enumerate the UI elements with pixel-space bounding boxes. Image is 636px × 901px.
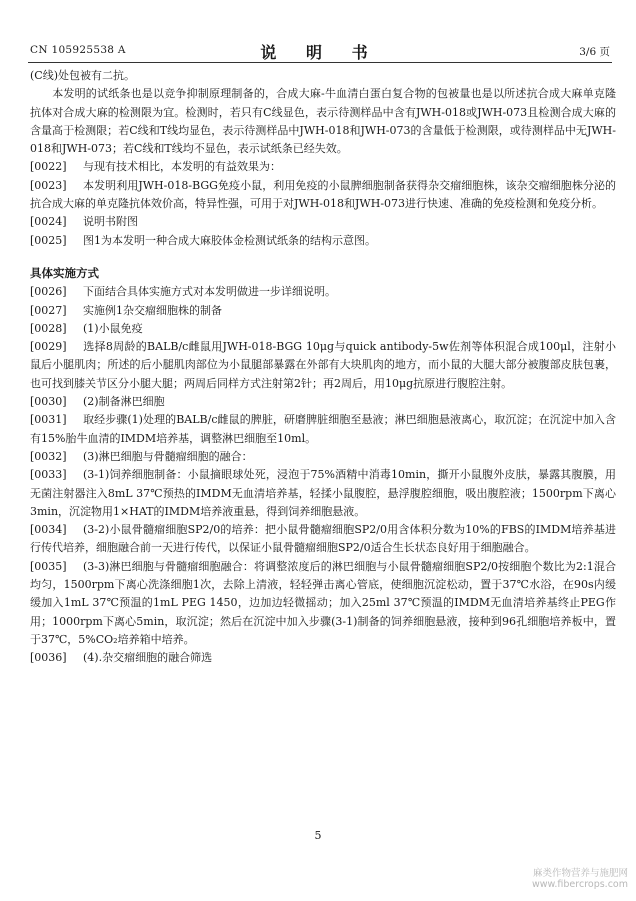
paragraph-number: [0025] bbox=[30, 233, 67, 247]
document-body bbox=[30, 67, 616, 668]
paragraph-number: [0028] bbox=[30, 321, 67, 335]
watermark-title: 麻类作物营养与施肥网 bbox=[532, 868, 628, 879]
paragraph-0028: [0028] (1)小鼠免疫 bbox=[30, 320, 616, 338]
paragraph-number: [0031] bbox=[30, 413, 67, 427]
paragraph-0023: [0023] 本发明利用JWH-018-BGG免疫小鼠，利用免疫的小鼠脾细胞制备获得杂交瘤细胞株，该杂交瘤细胞株分泌的抗合成大麻的单克隆抗体效价高，特异性强，可用于对JWH-018和JWH-073进行快速、准确的免疫检测和免疫分析。 bbox=[30, 178, 616, 211]
continuation-line: (C线)处包被有二抗。 bbox=[30, 69, 135, 82]
paragraph-0029: [0029] 选择8周龄的BALB/c雌鼠用JWH-018-BGG 10μg与quick antibody-5w佐剂等体积混合成100μl，注射小鼠后小腿肌肉；所述的后小腿肌肉部位为小鼠腿部暴露在外部有大块肌肉的地方，而小鼠的大腿大部分被腹部皮肤包裹，也可找到膝关节区分小腿大腿；两周后同样方式注射第2针；再2周后，用10μg抗原进行腹腔注射。 bbox=[30, 340, 616, 390]
paragraph-0025: [0025] 图1为本发明一种合成大麻胶体金检测试纸条的结构示意图。 bbox=[30, 232, 616, 250]
site-watermark bbox=[532, 868, 628, 890]
header-divider bbox=[28, 62, 612, 63]
patent-number: CN 105925538 A bbox=[30, 44, 126, 56]
paragraph-0035: [0035] (3-3)淋巴细胞与骨髓瘤细胞融合：将调整浓度后的淋巴细胞与小鼠骨髓瘤细胞SP2/0按细胞个数比为2:1混合均匀，1500rpm下离心洗涤细胞1次，去除上清液，轻轻弹击离心管底，使细胞沉淀松动，置于37℃水浴，在90s内缓缓加入1mL 37℃预温的1mL PEG 1450，边加边轻微摇动；加入25ml 37℃预温的IMDM无血清培养基终止PEG作用；1000rpm下离心5min，取沉淀；然后在沉淀中加入步骤(3-1)制备的饲养细胞悬液，接种到96孔细胞培养板中，置于37℃，5%CO₂培养箱中培养。 bbox=[30, 559, 616, 646]
paragraph-0031: [0031] 取经步骤(1)处理的BALB/c雌鼠的脾脏，研磨脾脏细胞至悬液；淋巴细胞悬液离心，取沉淀；在沉淀中加入含有15%胎牛血清的IMDM培养基，调整淋巴细胞至10ml。 bbox=[30, 413, 616, 445]
paragraph-number: [0027] bbox=[30, 303, 67, 317]
paragraph-number: [0032] bbox=[30, 449, 67, 463]
paragraph-number: [0024] bbox=[30, 215, 67, 229]
paragraph-number: [0034] bbox=[30, 523, 67, 537]
continuation-paragraph: 本发明的试纸条也是以竞争抑制原理制备的，合成大麻-牛血清白蛋白复合物的包被量也是以所述抗合成大麻单克隆抗体对合成大麻的检测限为宜。检测时，若只有C线显色，表示待测样品中含有JWH-018或JWH-073且检测合成大麻的含量高于检测限；若C线和T线均显色，表示待测样品中JWH-018和JWH-073的含量低于检测限，或待测样品中无JWH-018和JWH-073；若C线和T线均不显色，表示试纸条已经失效。 bbox=[30, 87, 616, 156]
paragraph-0036: [0036] (4).杂交瘤细胞的融合筛选 bbox=[30, 649, 616, 667]
paragraph-number: [0030] bbox=[30, 395, 67, 409]
paragraph-number: [0035] bbox=[30, 559, 67, 573]
paragraph-0024: [0024] 说明书附图 bbox=[30, 213, 616, 231]
paragraph-number: [0022] bbox=[30, 160, 67, 174]
paragraph-number: [0036] bbox=[30, 651, 67, 665]
paragraph-number: [0023] bbox=[30, 178, 67, 192]
paragraph-number: [0026] bbox=[30, 285, 67, 299]
paragraph-0033: [0033] (3-1)饲养细胞制备：小鼠摘眼球处死，浸泡于75%酒精中消毒10min，撕开小鼠腹外皮肤，暴露其腹膜，用无菌注射器注入8mL 37℃预热的IMDM无血清培养基，轻揉小鼠腹腔，悬浮腹腔细胞，吸出腹腔液；1500rpm下离心3min，沉淀物用1×HAT的IMDM培养液重悬，得到饲养细胞悬液。 bbox=[30, 468, 616, 518]
paragraph-number: [0029] bbox=[30, 340, 67, 354]
paragraph-0034: [0034] (3-2)小鼠骨髓瘤细胞SP2/0的培养：把小鼠骨髓瘤细胞SP2/0用含体积分数为10%的FBS的IMDM培养基进行传代培养，细胞融合前一天进行传代，以保证小鼠骨髓瘤细胞SP2/0适合生长状态良好用于细胞融合。 bbox=[30, 523, 616, 555]
document-title: 说 明 书 bbox=[260, 43, 380, 62]
paragraph-0030: [0030] (2)制备淋巴细胞 bbox=[30, 393, 616, 411]
paragraph-0032: [0032] (3)淋巴细胞与骨髓瘤细胞的融合： bbox=[30, 448, 616, 466]
paragraph-number: [0033] bbox=[30, 468, 67, 482]
page-reference: 3/6 页 bbox=[579, 46, 610, 58]
paragraph-0027: [0027] 实施例1杂交瘤细胞株的制备 bbox=[30, 302, 616, 320]
paragraph-0026: [0026] 下面结合具体实施方式对本发明做进一步详细说明。 bbox=[30, 283, 616, 301]
watermark-url: www.fibercrops.com bbox=[531, 879, 628, 890]
section-heading: 具体实施方式 bbox=[30, 265, 99, 280]
page-number: 5 bbox=[314, 829, 322, 842]
paragraph-0022: [0022] 与现有技术相比，本发明的有益效果为： bbox=[30, 158, 616, 176]
page-header bbox=[28, 40, 612, 62]
